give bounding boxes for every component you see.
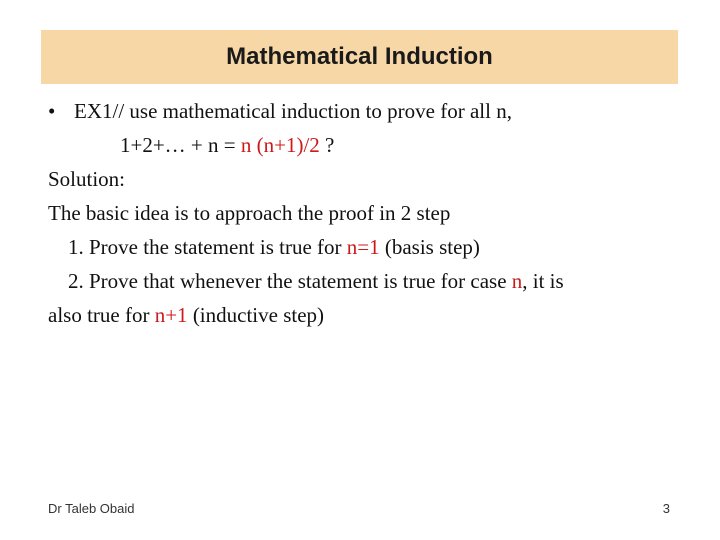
step-2-suffix: , it is [522,269,564,293]
formula-suffix: ? [319,133,335,157]
step-2-prefix: 2. Prove that whenever the statement is true for case [68,269,512,293]
step-2-highlight: n [511,269,523,293]
formula-prefix: 1+2+… + n = [120,133,241,157]
step-1 [48,230,688,264]
step-1-highlight: n=1 [346,235,380,259]
bullet-icon: • [48,99,56,123]
formula-line [48,128,688,162]
solution-label: Solution: [48,167,126,191]
step-2-cont-suffix: (inductive step) [187,303,325,327]
step-1-prefix: 1. Prove the statement is true for [68,235,347,259]
slide-title: Mathematical Induction [226,43,493,70]
example-text: EX1// use mathematical induction to prove for all n, [74,99,512,123]
step-2-cont-highlight: n+1 [154,303,188,327]
step-1-suffix: (basis step) [379,235,480,259]
step-2-continuation [48,298,688,332]
idea-text: The basic idea is to approach the proof in 2 step [48,201,451,225]
title-bar [41,30,678,84]
example-line [48,94,688,128]
step-2-cont-prefix: also true for [48,303,155,327]
footer-author: Dr Taleb Obaid [48,501,135,516]
step-2 [48,264,688,298]
slide-body [48,94,688,332]
page-number: 3 [662,501,670,516]
formula-highlight: n (n+1)/2 [240,133,320,157]
